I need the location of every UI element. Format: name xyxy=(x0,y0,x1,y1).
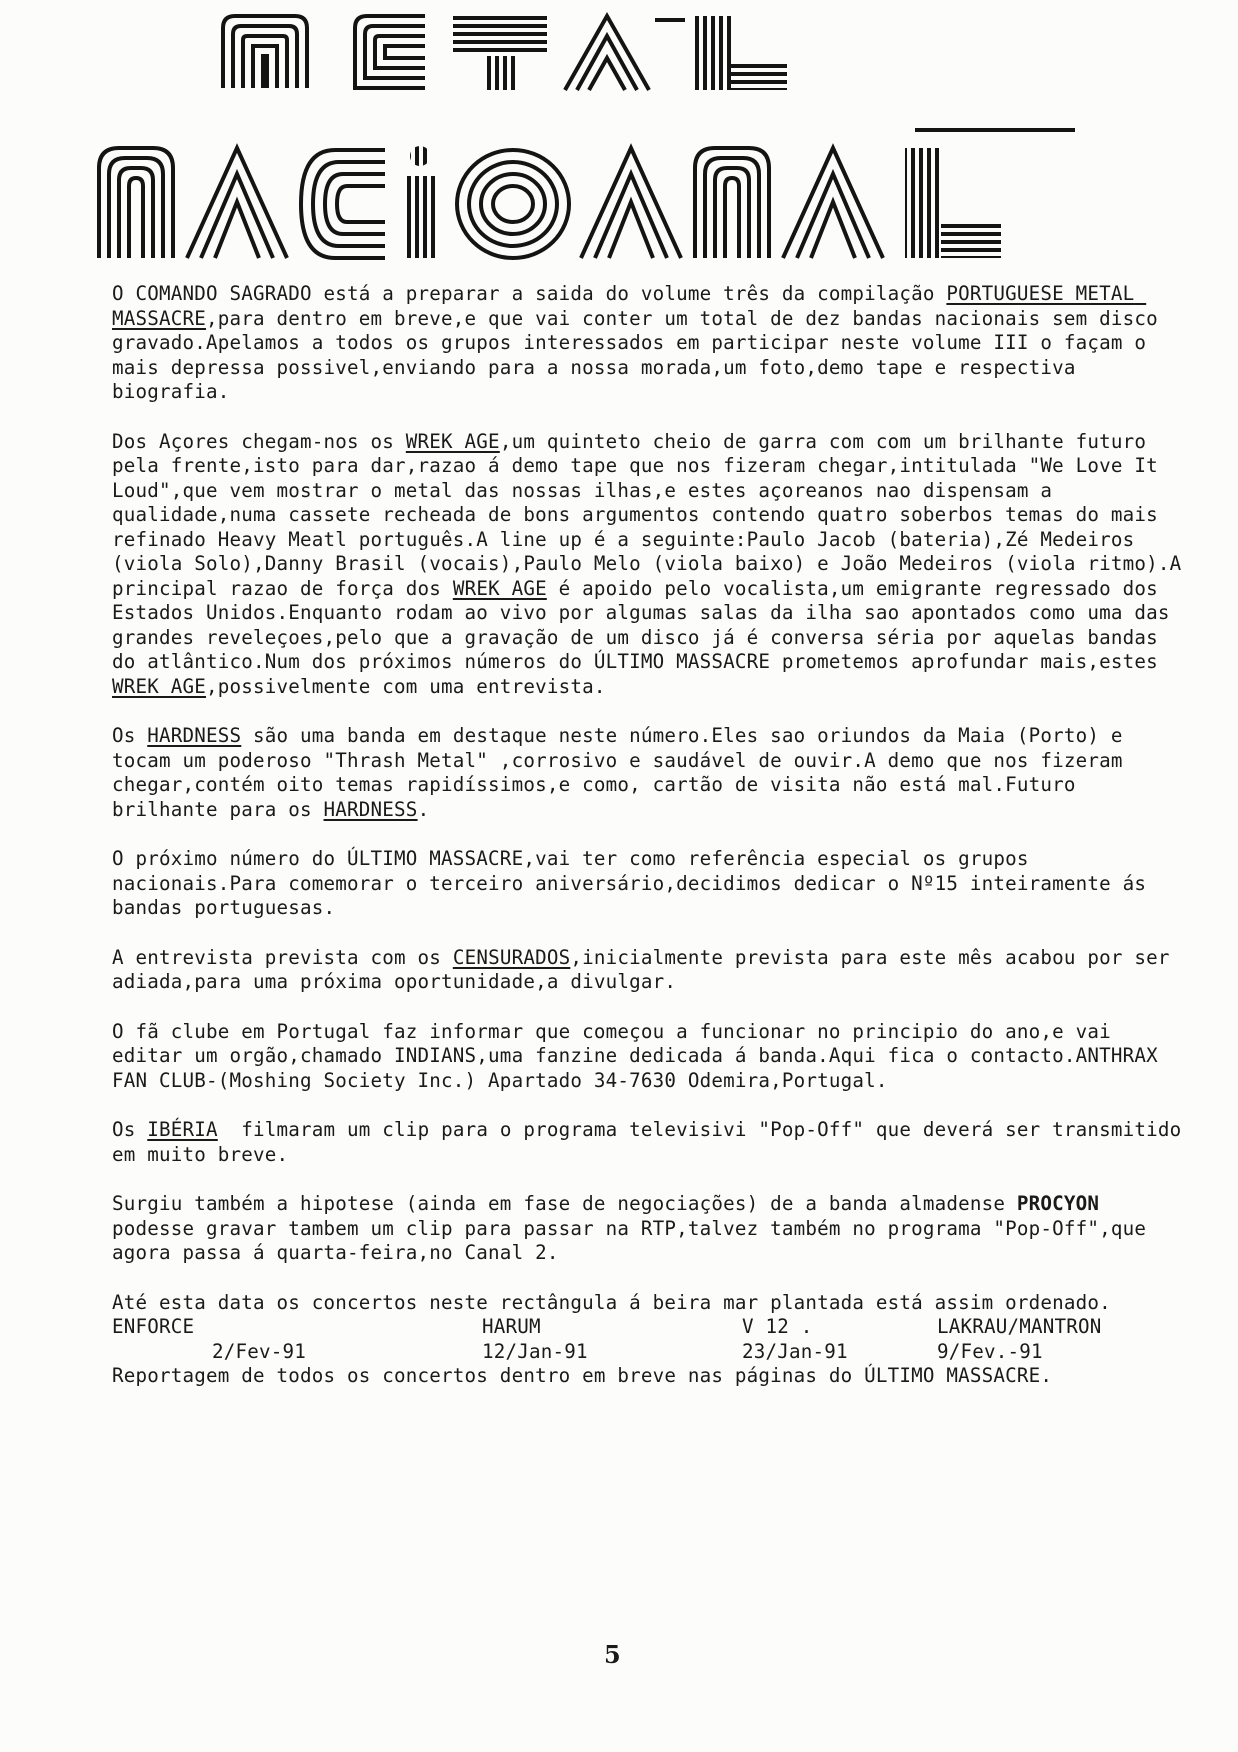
band-name-censurados: CENSURADOS xyxy=(452,945,571,969)
paragraph-wrek-age: Dos Açores chegam-nos os WREK AGE,um quinteto cheio de garra com com um brilhante futuro pela frente,isto para dar,razao á demo tape que nos fizeram chegar,intitulada "We Love It Loud",que vem mostrar o metal das nossas ilhas,e estes açoreanos nao dispensam a qualidade,numa cassete recheada de bons argumentos contendo quatro soberbos temas do mais refinado Heavy Meatl português.A line up é a seguinte:Paulo Jacob (bateria),Zé Medeiros (viola Solo),Danny Brasil (vocais),Paulo Melo (viola baixo) e João Medeiros (viola ritmo).A principal razao de força dos WREK AGE é apoido pelo vocalista,um emigrante regressado dos Estados Unidos.Enquanto rodam ao vivo por algumas salas da ilha sao apontados como uma das grandes reveleçoes,pelo que a gravação de um disco já é conversa séria por aquelas bandas do atlântico.Num dos próximos números do ÚLTIMO MASSACRE prometemos aprofundar mais,estes WREK AGE,possivelmente com uma entrevista. xyxy=(112,429,1194,698)
concert-band: V 12 . xyxy=(742,1315,813,1338)
band-name-hardness: HARDNESS xyxy=(323,797,418,821)
concerts-bands-row xyxy=(112,1315,1192,1340)
band-name-iberia: IBÉRIA xyxy=(147,1118,218,1141)
page-number: 5 xyxy=(604,1640,621,1669)
concerts-dates-row xyxy=(112,1340,1192,1365)
concert-band: ENFORCE xyxy=(112,1315,195,1338)
paragraph-hardness: Os HARDNESS são uma banda em destaque neste número.Eles sao oriundos da Maia (Porto) e tocam um poderoso "Thrash Metal" ,corrosivo e saudável de ouvir.A demo que nos fizeram chegar,contém oito temas rapidíssimos,e como, cartão de visita não está mal.Futuro brilhante para os HARDNESS. xyxy=(112,724,1135,821)
concerts-section xyxy=(112,1291,1192,1389)
band-name-wrek-age: WREK AGE xyxy=(112,674,207,698)
paragraph-fan-club: O fã clube em Portugal faz informar que começou a funcionar no principio do ano,e vai editar um orgão,chamado INDIANS,uma fanzine dedicada á banda.Aqui fica o contacto.ANTHRAX FAN CLUB-(Moshing Society Inc.) Apartado 34-7630 Odemira,Portugal. xyxy=(112,1019,1170,1092)
concert-date: 9/Fev.-91 xyxy=(937,1339,1043,1363)
paragraph-next-issue: O próximo número do ÚLTIMO MASSACRE,vai ter como referência especial os grupos nacionais.Para comemorar o terceiro aniversário,decidimos dedicar o Nº15 inteiramente ás bandas portuguesas. xyxy=(112,847,1158,919)
band-name-procyon: PROCYON xyxy=(1016,1192,1100,1215)
concert-date: 23/Jan-91 xyxy=(742,1339,848,1363)
paragraph-iberia: Os IBÉRIA filmaram um clip para o programa televisivi "Pop-Off" que deverá ser transmitido em muito breve. xyxy=(112,1118,1194,1166)
concerts-intro: Até esta data os concertos neste rectângula á beira mar plantada está assim ordenado. xyxy=(112,1290,1111,1314)
concert-band: LAKRAU/MANTRON xyxy=(937,1315,1102,1338)
band-name-hardness: HARDNESS xyxy=(147,724,242,747)
concert-date: 2/Fev-91 xyxy=(212,1339,307,1363)
paragraph-comando-sagrado: O COMANDO SAGRADO está a preparar a saida do volume três da compilação PORTUGUESE METAL MASSACRE,para dentro em breve,e que vai conter um total de dez bandas nacionais sem disco gravado.Apelamos a todos os grupos interessados em participar neste volume III o façam o mais depressa possivel,enviando para a nossa morada,um foto,demo tape e respectiva biografia. xyxy=(112,282,1170,403)
title-logo xyxy=(95,8,1115,268)
band-name-wrek-age: WREK AGE xyxy=(405,429,500,453)
concert-date: 12/Jan-91 xyxy=(482,1339,588,1363)
paragraph-procyon: Surgiu também a hipotese (ainda em fase de negociações) de a banda almadense PROCYON podesse gravar tambem um clip para passar na RTP,talvez também no programa "Pop-Off",que agora passa á quarta-feira,no Canal 2. xyxy=(112,1192,1158,1264)
concert-band: HARUM xyxy=(482,1315,541,1338)
compilation-name: PORTUGUESE METAL MASSACRE xyxy=(112,282,1147,330)
page-title xyxy=(95,8,1115,268)
concerts-outro: Reportagem de todos os concertos dentro em breve nas páginas do ÚLTIMO MASSACRE. xyxy=(112,1364,1053,1387)
article-body xyxy=(112,282,1192,1389)
paragraph-censurados: A entrevista prevista com os CENSURADOS,inicialmente prevista para este mês acabou por ser adiada,para uma próxima oportunidade,a divulgar. xyxy=(112,945,1182,993)
band-name-wrek-age: WREK AGE xyxy=(452,576,547,600)
